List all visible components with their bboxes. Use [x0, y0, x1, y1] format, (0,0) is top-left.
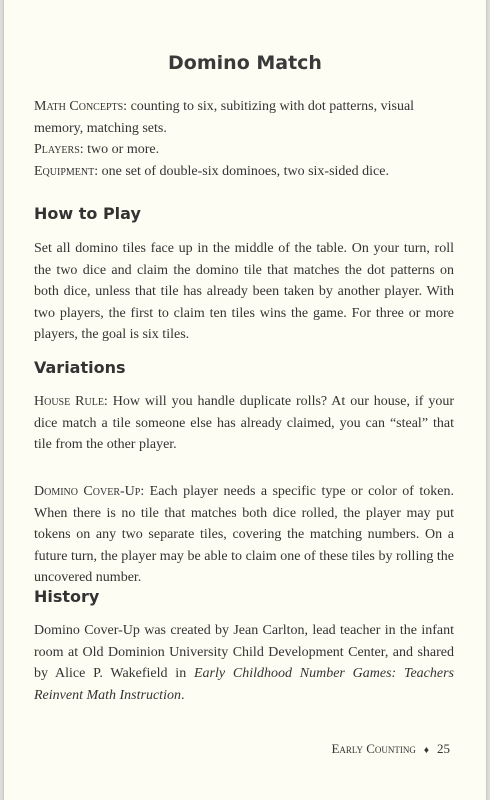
math-concepts-label: Math Concepts:	[34, 99, 128, 114]
house-rule-text: How will you handle duplicate rolls? At our house, if your dice match a tile someone else has already claimed, you can “steal” that tile from the other player.	[34, 394, 455, 452]
footer-section: Early Counting	[331, 741, 416, 756]
house-rule-label: House Rule:	[34, 394, 108, 409]
history-text: Domino Cover-Up was created by Jean Carlton, lead teacher in the infant room at Old Dominion University Child Development Center, and shared by Alice P. Wakefield in	[34, 623, 454, 681]
diamond-icon: ♦	[423, 745, 429, 756]
book-title: Early Childhood Number Games: Teachers Reinvent Math Instruction	[34, 666, 455, 703]
players-label: Players:	[34, 142, 84, 157]
cover-up-paragraph	[34, 481, 454, 589]
page-title: Domino Match	[168, 52, 322, 74]
history-heading: History	[34, 587, 100, 606]
how-to-play-paragraph: Set all domino tiles face up in the middle of the table. On your turn, roll the two dice and claim the domino tile that matches the dot patterns on both dice, unless that tile has already been taken by another player. With two players, the first to claim ten tiles wins the game. For three or more players, the goal is six tiles.	[34, 241, 454, 342]
history-paragraph	[34, 620, 454, 706]
math-concepts-text: counting to six, subitizing with dot patterns, visual memory, matching sets.	[34, 99, 415, 136]
equipment-line	[34, 161, 454, 183]
math-concepts-line	[34, 96, 454, 139]
history-text-end: .	[180, 687, 185, 703]
players-text: two or more.	[83, 142, 160, 157]
cover-up-text: Each player needs a specific type or color of token. When there is no tile that matches both dice rolled, the player may put tokens on any two separate tiles, covering the matching numbers. On a future turn, the player may be able to claim one of these tiles by rolling the uncovered number.	[34, 484, 455, 585]
cover-up-label: Domino Cover-Up:	[34, 484, 145, 499]
page-number: 25	[437, 741, 450, 756]
players-line	[34, 139, 454, 161]
page-footer	[331, 741, 450, 757]
how-to-play-heading: How to Play	[34, 204, 141, 223]
equipment-text: one set of double-six dominoes, two six-sided dice.	[98, 163, 389, 179]
equipment-label: Equipment:	[34, 163, 99, 179]
house-rule-paragraph	[34, 391, 454, 456]
game-info	[34, 96, 454, 182]
book-page	[4, 0, 486, 800]
variations-heading: Variations	[34, 358, 126, 377]
